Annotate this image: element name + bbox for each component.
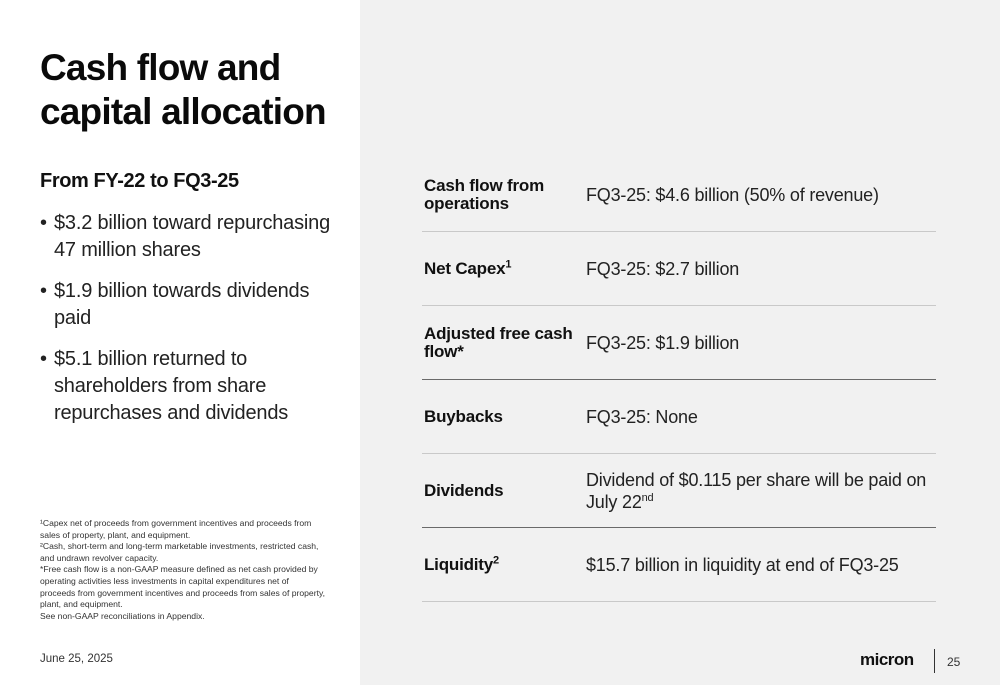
footer-divider [934, 649, 935, 673]
footnote: ²Cash, short-term and long-term marketable investments, restricted cash, and undrawn revolver capacity. [40, 541, 319, 563]
row-value: $15.7 billion in liquidity at end of FQ3-25 [586, 554, 899, 575]
row-label: Net Capex$^1$ [424, 257, 512, 278]
table-row [422, 528, 936, 602]
row-value: FQ3-25: None [586, 406, 698, 427]
row-value: FQ3-25: $4.6 billion (50% of revenue) [586, 184, 879, 205]
row-label: Dividends [424, 480, 504, 500]
section-subtitle: From FY-22 to FQ3-25 [40, 170, 239, 192]
footnote: *Free cash flow is a non-GAAP measure defined as net cash provided by operating activities less investments in capital expenditures net of proceeds from government incentives and proceeds from sales of property, plant, and equipment. [40, 564, 326, 610]
bullet-list [40, 210, 340, 441]
slide-date: June 25, 2025 [40, 653, 113, 665]
bullet-item: • $5.1 billion returned to shareholders from share repurchases and dividends [40, 346, 340, 427]
footnotes [40, 518, 325, 622]
row-label: Liquidity$^2$ [424, 553, 499, 574]
bullet-item: • $1.9 billion towards dividends paid [40, 278, 340, 332]
table-row [422, 380, 936, 454]
bullet-item: • $3.2 billion toward repurchasing 47 million shares [40, 210, 340, 264]
footnote: ¹Capex net of proceeds from government incentives and proceeds from sales of property, plant, and equipment. [40, 518, 312, 540]
row-label: Adjusted free cash flow* [424, 323, 573, 361]
left-panel [0, 0, 360, 685]
table-row [422, 306, 936, 380]
table-row [422, 232, 936, 306]
row-value: Dividend of $0.115 per share will be paid on July 22nd [586, 469, 927, 512]
footnote: See non-GAAP reconciliations in Appendix. [40, 610, 205, 621]
page-number: 25 [947, 655, 961, 669]
table-row [422, 454, 936, 528]
table-row [422, 158, 936, 232]
row-label: Cash flow from operations [424, 175, 544, 213]
row-label: Buybacks [424, 406, 503, 426]
row-value: FQ3-25: $1.9 billion [586, 332, 740, 353]
row-value: FQ3-25: $2.7 billion [586, 258, 740, 279]
micron-logo: micron [860, 650, 914, 669]
page-title: Cash flow and capital allocation [40, 47, 326, 132]
cash-flow-table [422, 158, 936, 602]
